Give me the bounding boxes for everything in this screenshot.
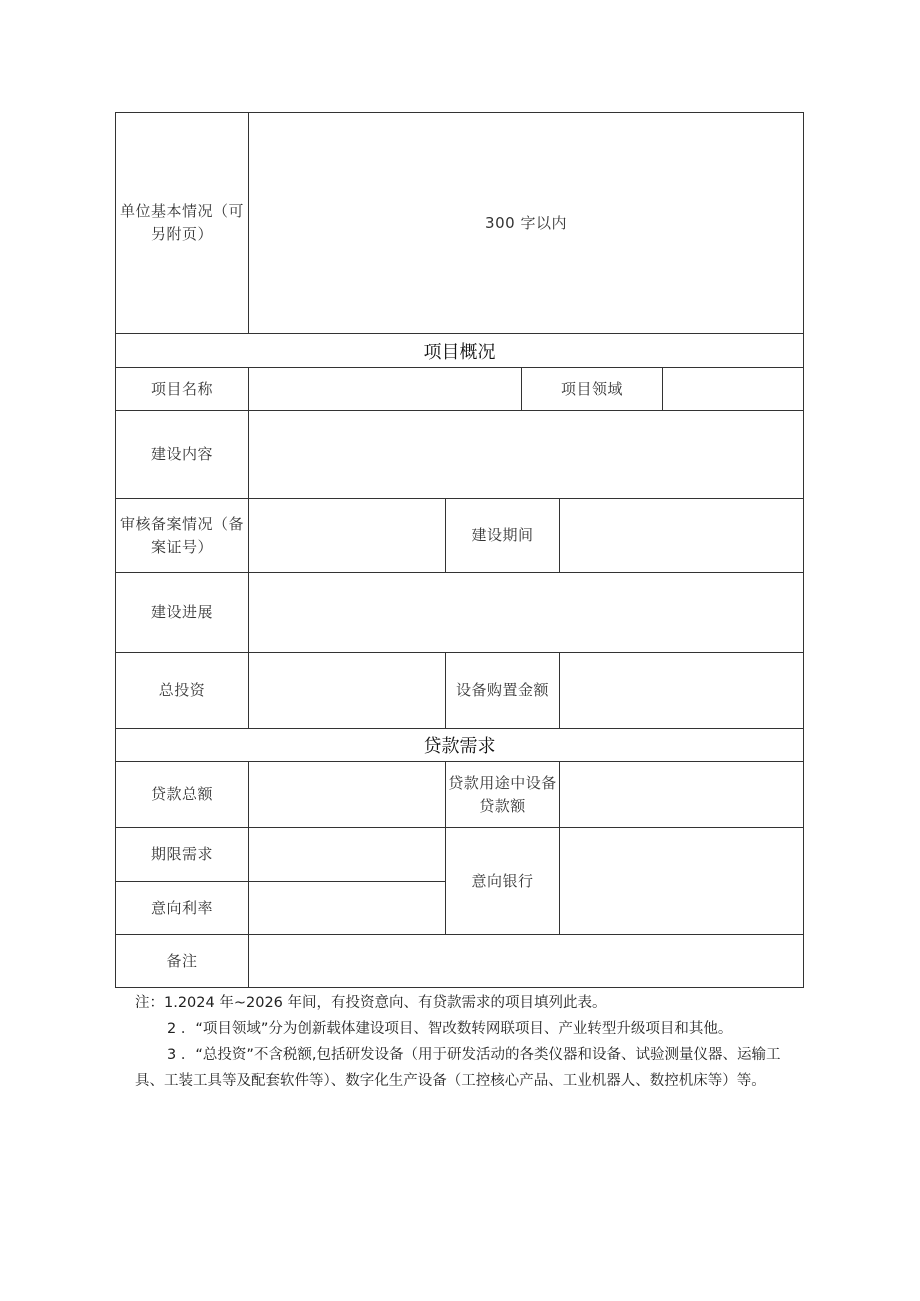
construction-progress-input[interactable] [249, 573, 803, 652]
intended-bank-input[interactable] [560, 828, 803, 934]
loan-total-label: 贷款总额 [150, 785, 213, 803]
note-3: 3 ．“总投资”不含税额,包括研发设备（用于研发活动的各类仪器和设备、试验测量仪器、运输工具、工装工具等及配套软件等）、数字化生产设备（工控核心产品、工业机器人、数控机床等）等。 [135, 1047, 781, 1089]
section-title-project-overview: 项目概况 [423, 341, 496, 363]
note-2: 2 ．“项目领域”分为创新载体建设项目、智改数转网联项目、产业转型升级项目和其他。 [167, 1021, 733, 1037]
loan-equipment-label: 贷款用途中设备贷款额 [448, 773, 557, 815]
equipment-purchase-label: 设备购置金额 [455, 681, 549, 699]
project-field-input[interactable] [663, 368, 803, 410]
intended-bank-label: 意向银行 [471, 871, 534, 890]
filing-status-input[interactable] [249, 499, 445, 572]
notes-section [135, 990, 795, 1094]
unit-info-label: 单位基本情况（可另附页） [119, 202, 244, 243]
filing-status-label: 审核备案情况（备案证号） [119, 514, 244, 556]
construction-content-input[interactable] [249, 411, 803, 498]
term-need-label: 期限需求 [150, 845, 213, 863]
loan-equipment-input[interactable] [560, 762, 803, 827]
project-name-input[interactable] [249, 368, 521, 410]
term-need-input[interactable] [249, 828, 445, 881]
total-investment-label: 总投资 [158, 681, 206, 699]
construction-period-input[interactable] [560, 499, 803, 572]
intended-rate-input[interactable] [249, 882, 445, 934]
project-field-label: 项目领域 [560, 379, 623, 398]
section-title-loan-demand: 贷款需求 [423, 736, 496, 757]
remarks-label: 备注 [166, 951, 198, 970]
unit-info-input[interactable]: 300 字以内 [485, 213, 567, 232]
remarks-input[interactable] [249, 935, 803, 987]
total-investment-input[interactable] [249, 653, 445, 728]
construction-progress-label: 建设进展 [150, 603, 213, 621]
project-name-label: 项目名称 [150, 379, 213, 398]
note-1: 注：1.2024 年~2026 年间，有投资意向、有贷款需求的项目填列此表。 [135, 995, 607, 1011]
construction-period-label: 建设期间 [471, 526, 534, 544]
intended-rate-label: 意向利率 [150, 898, 213, 917]
loan-total-input[interactable] [249, 762, 445, 827]
equipment-purchase-input[interactable] [560, 653, 803, 728]
construction-content-label: 建设内容 [150, 445, 213, 463]
application-form-table [115, 112, 804, 988]
